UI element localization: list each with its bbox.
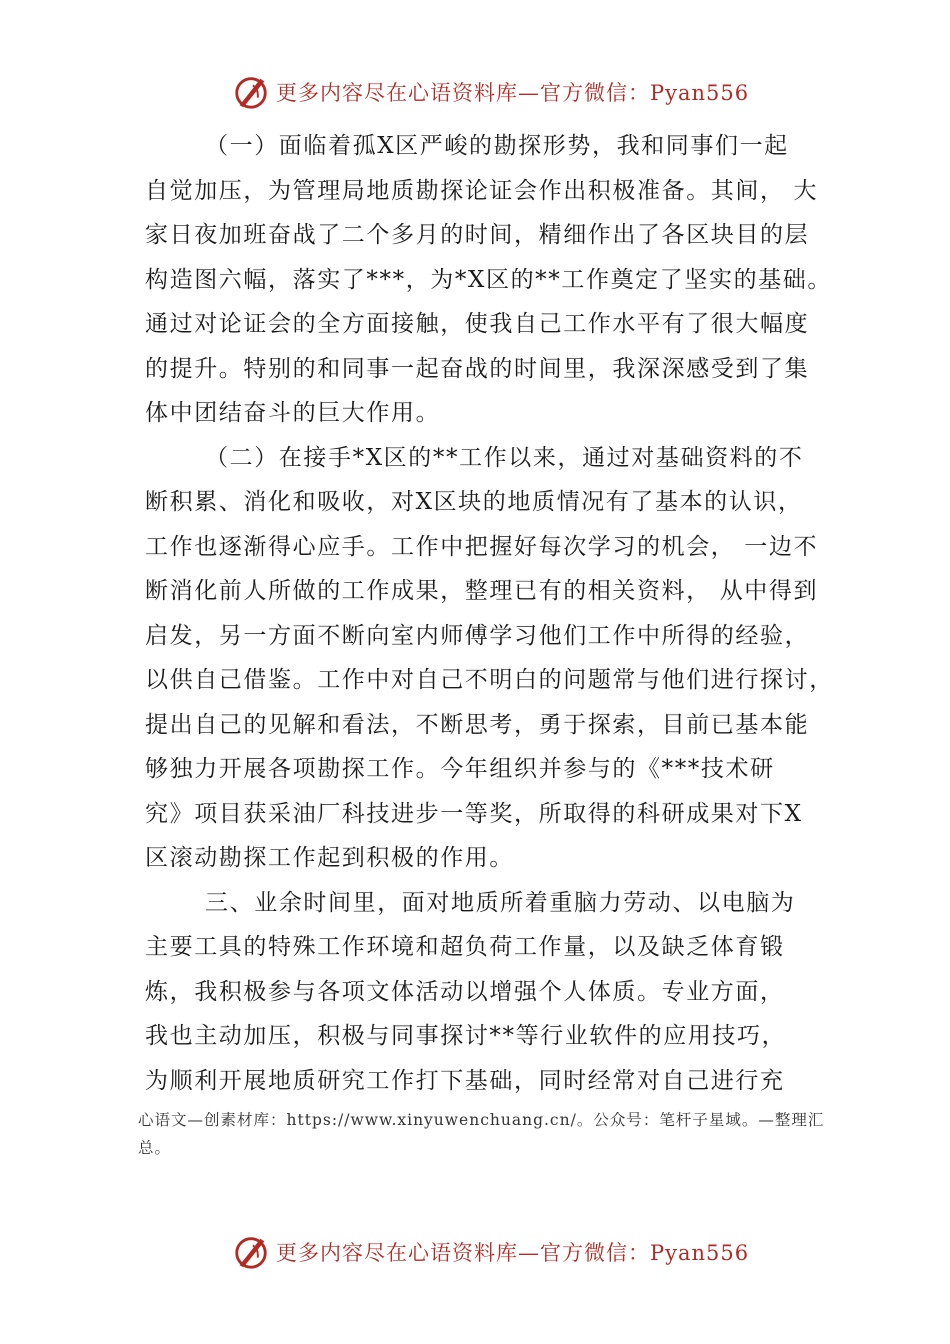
- text-line: 主要工具的特殊工作环境和超负荷工作量，以及缺乏体育锻: [145, 934, 785, 960]
- text-line: 体中团结奋斗的巨大作用。: [145, 400, 441, 426]
- footer-line: 总。: [138, 1139, 172, 1157]
- text-line: （一）面临着孤X区严峻的勘探形势，我和同事们一起: [205, 133, 789, 159]
- banner-text: 更多内容尽在心语资料库—官方微信：Pyan556: [276, 1241, 750, 1265]
- pen-logo-icon: [232, 73, 270, 111]
- text-line: 断积累、消化和吸收，对X区块的地质情况有了基本的认识，: [145, 489, 803, 515]
- text-line: 以供自己借鉴。工作中对自己不明白的问题常与他们进行探讨，: [145, 667, 834, 693]
- text-line: 断消化前人所做的工作成果，整理已有的相关资料， 从中得到: [145, 578, 819, 604]
- text-line: 区滚动勘探工作起到积极的作用。: [145, 845, 514, 871]
- text-line: 工作也逐渐得心应手。工作中把握好每次学习的机会， 一边不: [145, 533, 819, 560]
- text-line: 自觉加压，为管理局地质勘探论证会作出积极准备。其间， 大: [145, 177, 819, 204]
- text-line: 为顺利开展地质研究工作打下基础，同时经常对自己进行充: [145, 1067, 785, 1094]
- header-banner: [232, 72, 749, 112]
- text-line: 三、业余时间里，面对地质所着重脑力劳动、以电脑为: [205, 889, 796, 916]
- banner-text: 更多内容尽在心语资料库—官方微信：Pyan556: [276, 81, 750, 105]
- text-line: 我也主动加压，积极与同事探讨**等行业软件的应用技巧，: [145, 1023, 787, 1049]
- text-line: 炼，我积极参与各项文体活动以增强个人体质。专业方面，: [145, 978, 785, 1005]
- pen-logo-icon: [232, 1233, 270, 1271]
- text-line: 提出自己的见解和看法，不断思考，勇于探索，目前已基本能: [145, 711, 810, 738]
- article-body: [145, 124, 835, 1103]
- text-line: （二）在接手*X区的**工作以来，通过对基础资料的不: [205, 444, 804, 471]
- text-line: 家日夜加班奋战了二个多月的时间，精细作出了各区块目的层: [145, 222, 810, 248]
- footer-line: 心语文—创素材库：https://www.xinyuwenchuang.cn/。公众号：笔杆子星域。—整理汇: [138, 1111, 825, 1129]
- text-line: 构造图六幅，落实了***，为*X区的**工作奠定了坚实的基础。: [145, 266, 832, 293]
- text-line: 的提升。特别的和同事一起奋战的时间里，我深深感受到了集: [145, 355, 810, 382]
- text-line: 究》项目获采油厂科技进步一等奖，所取得的科研成果对下X: [145, 800, 803, 827]
- footer-note: [138, 1106, 838, 1162]
- text-line: 启发，另一方面不断向室内师傅学习他们工作中所得的经验，: [145, 622, 810, 649]
- footer-banner: [232, 1232, 749, 1272]
- text-line: 够独力开展各项勘探工作。今年组织并参与的《***技术研: [145, 756, 775, 782]
- text-line: 通过对论证会的全方面接触，使我自己工作水平有了很大幅度: [145, 311, 810, 337]
